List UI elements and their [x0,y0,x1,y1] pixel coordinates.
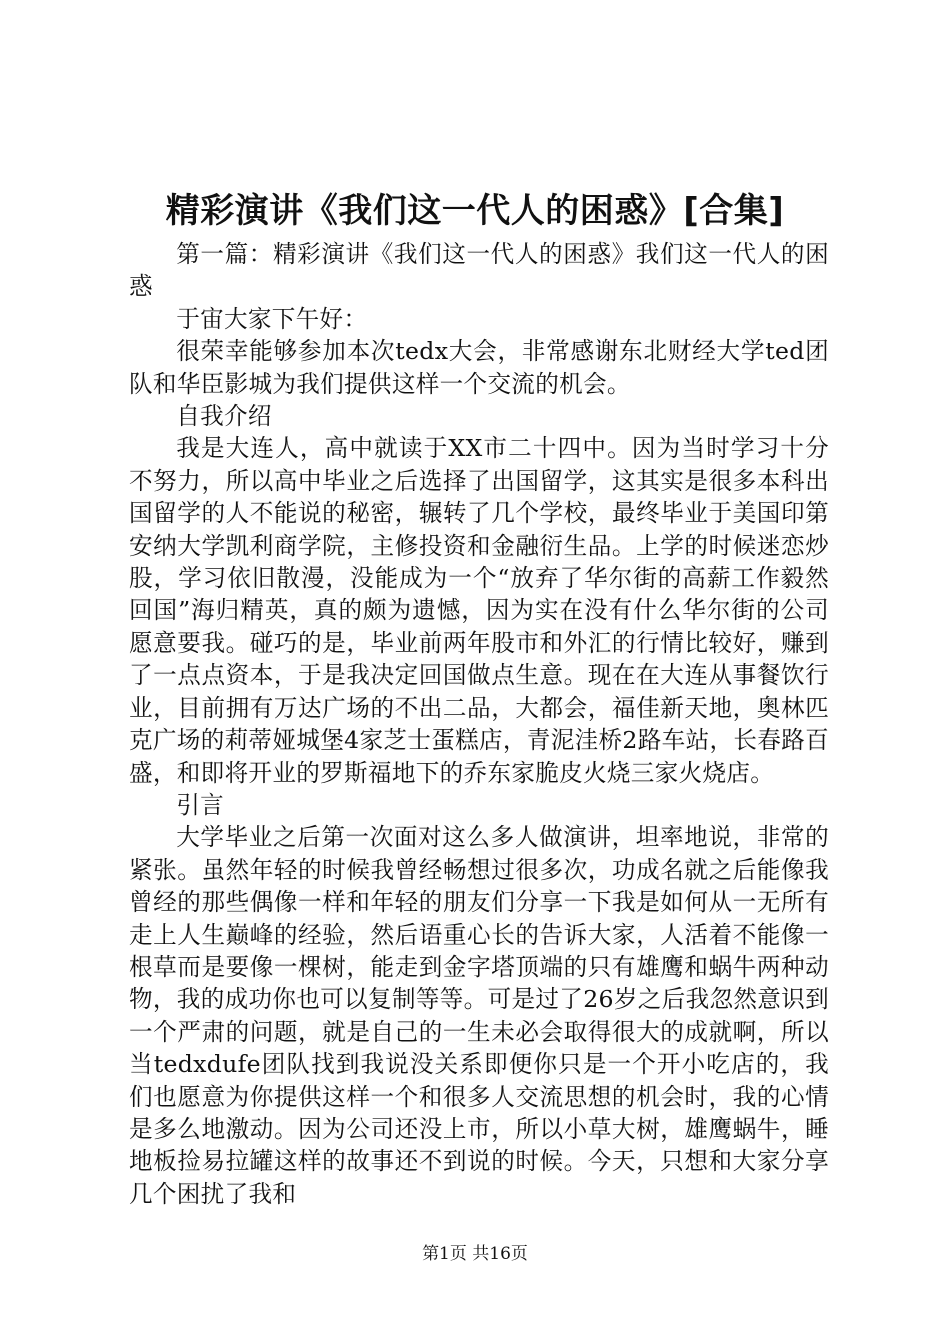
paragraph-intro: 大学毕业之后第一次面对这么多人做演讲，坦率地说，非常的紧张。虽然年轻的时候我曾经畅想过很多次，功成名就之后能像我曾经的那些偶像一样和年轻的朋友们分享一下我是如何从一无所有走上人生巅峰的经验，然后语重心长的告诉大家，人活着不能像一根草而是要像一棵树，能走到金字塔顶端的只有雄鹰和蜗牛两种动物，我的成功你也可以复制等等。可是过了26岁之后我忽然意识到一个严肃的问题，就是自己的一生未必会取得很大的成就啊，所以当tedxdufe团队找到我说没关系即便你只是一个开小吃店的，我们也愿意为你提供这样一个和很多人交流思想的机会时，我的心情是多么地激动。因为公司还没上市，所以小草大树，雄鹰蜗牛，睡地板捡易拉罐这样的故事还不到说的时候。今天，只想和大家分享几个困扰了我和 [129,823,829,1208]
paragraph-chapter-heading: 第一篇：精彩演讲《我们这一代人的困惑》我们这一代人的困惑 [129,240,829,301]
section-heading-intro: 引言 [176,790,224,819]
paragraph-greeting: 于宙大家下午好： [176,304,368,333]
paragraph-thanks: 很荣幸能够参加本次tedx大会，非常感谢东北财经大学ted团队和华臣影城为我们提供这样一个交流的机会。 [129,337,829,398]
document-title: 精彩演讲《我们这一代人的困惑》[合集] [165,191,785,231]
section-heading-self-intro: 自我介绍 [176,402,272,431]
paragraph-self-intro: 我是大连人，高中就读于XX市二十四中。因为当时学习十分不努力，所以高中毕业之后选择了出国留学，这其实是很多本科出国留学的人不能说的秘密，辗转了几个学校，最终毕业于美国印第安纳大学凯利商学院，主修投资和金融衍生品。上学的时候迷恋炒股，学习依旧散漫，没能成为一个“放弃了华尔街的高薪工作毅然回国”海归精英，真的颇为遗憾，因为实在没有什么华尔街的公司愿意要我。碰巧的是，毕业前两年股市和外汇的行情比较好，赚到了一点点资本，于是我决定回国做点生意。现在在大连从事餐饮行业，目前拥有万达广场的不出二品，大都会，福佳新天地，奥林匹克广场的莉蒂娅城堡4家芝士蛋糕店，青泥洼桥2路车站，长春路百盛，和即将开业的罗斯福地下的乔东家脆皮火烧三家火烧店。 [129,434,829,787]
document-body [129,238,829,1210]
page-footer: 第1页 共16页 [422,1244,528,1264]
